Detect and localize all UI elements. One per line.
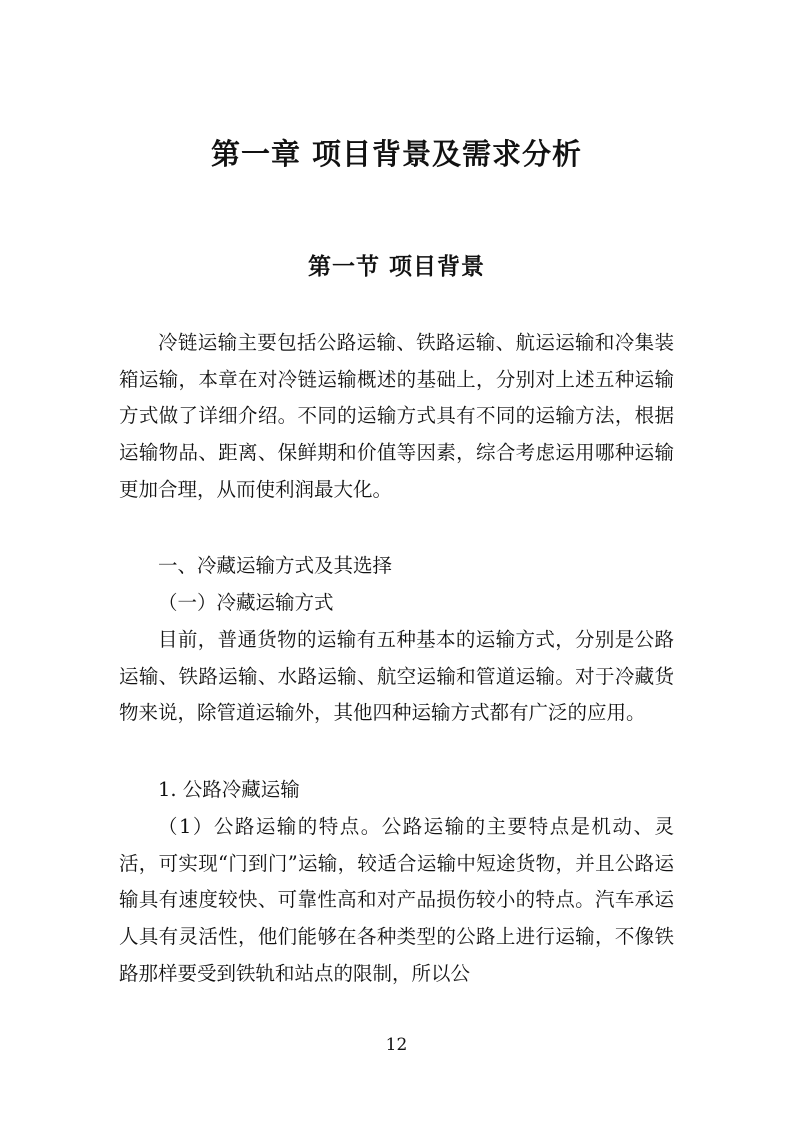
heading-level-1: 一、冷藏运输方式及其选择 (158, 554, 393, 577)
page-number: 12 (385, 1035, 408, 1055)
paragraph-transport-modes: 目前，普通货物的运输有五种基本的运输方式，分别是公路运输、铁路运输、水路运输、航空运输和管道运输。对于冷藏货物来说，除管道运输外，其他四种运输方式都有广泛的应用。 (119, 628, 674, 725)
heading-level-3: 1. 公路冷藏运输 (158, 778, 300, 801)
paragraph-road-transport: （1）公路运输的特点。公路运输的主要特点是机动、灵活，可实现“门到门”运输，较适合运输中短途货物，并且公路运输具有速度较快、可靠性高和对产品损伤较小的特点。汽车承运人具有灵活性，他们能够在各种类型的公路上进行运输，不像铁路那样要受到铁轨和站点的限制，所以公 (119, 815, 674, 985)
heading-level-2: （一）冷藏运输方式 (158, 591, 334, 614)
chapter-title: 第一章 项目背景及需求分析 (210, 137, 583, 171)
intro-paragraph: 冷链运输主要包括公路运输、铁路运输、航运运输和冷集装箱运输，本章在对冷链运输概述的基础上，分别对上述五种运输方式做了详细介绍。不同的运输方式具有不同的运输方法，根据运输物品、距离、保鲜期和价值等因素，综合考虑运用哪种运输更加合理，从而使利润最大化。 (119, 331, 674, 501)
section-title: 第一节 项目背景 (307, 253, 485, 280)
